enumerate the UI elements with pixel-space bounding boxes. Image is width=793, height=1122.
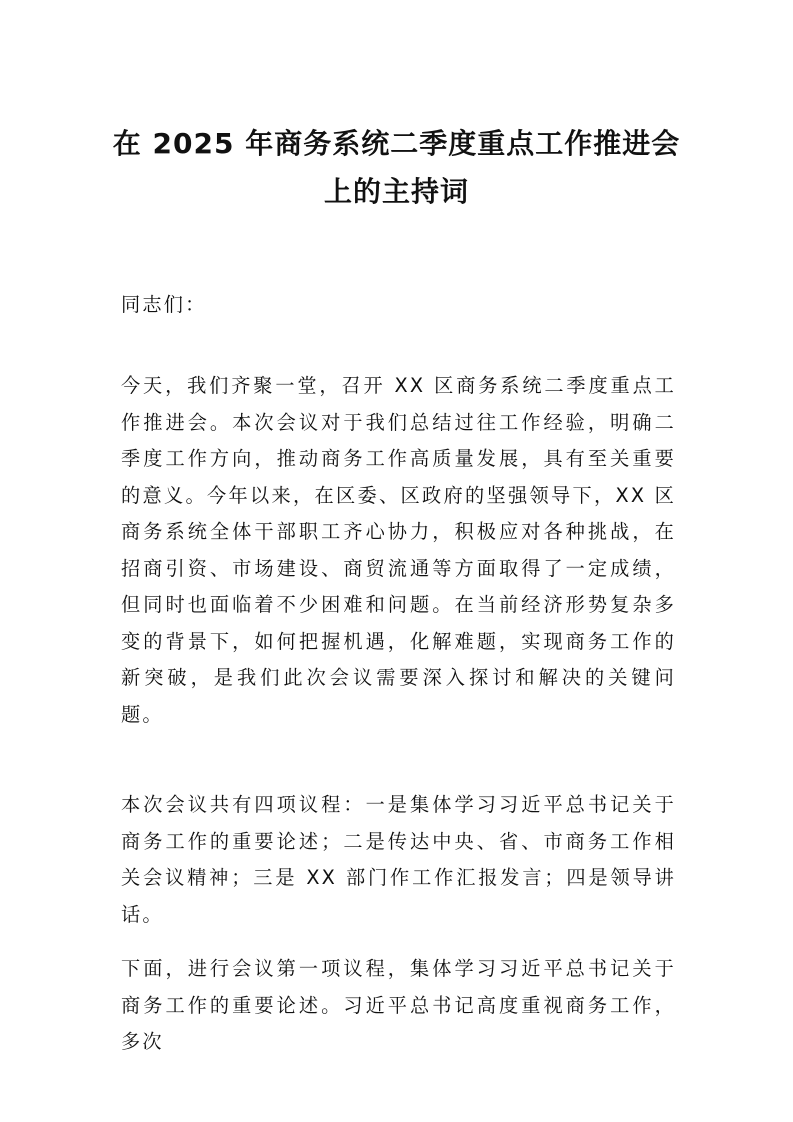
- greeting: 同志们：: [121, 293, 207, 316]
- paragraph-opening: 今天，我们齐聚一堂，召开 XX 区商务系统二季度重点工作推进会。本次会议对于我们总结过往工作经验，明确二季度工作方向，推动商务工作高质量发展，具有至关重要的意义。今年以来，在区委、区政府的坚强领导下，XX 区商务系统全体干部职工齐心协力，积极应对各种挑战，在招商引资、市场建设、商贸流通等方面取得了一定成绩，但同时也面临着不少困难和问题。在当前经济形势复杂多变的背景下，如何把握机遇，化解难题，实现商务工作的新突破，是我们此次会议需要深入探讨和解决的关键问题。: [121, 374, 676, 726]
- document-title-line-1: 在 2025 年商务系统二季度重点工作推进会: [112, 127, 681, 160]
- paragraph-agenda: 本次会议共有四项议程：一是集体学习习近平总书记关于商务工作的重要论述；二是传达中央、省、市商务工作相关会议精神；三是 XX 部门作工作汇报发言；四是领导讲话。: [121, 793, 676, 926]
- paragraph-first-item: 下面，进行会议第一项议程，集体学习习近平总书记关于商务工作的重要论述。习近平总书记高度重视商务工作，多次: [121, 957, 676, 1053]
- document-title-line-2: 上的主持词: [323, 175, 469, 208]
